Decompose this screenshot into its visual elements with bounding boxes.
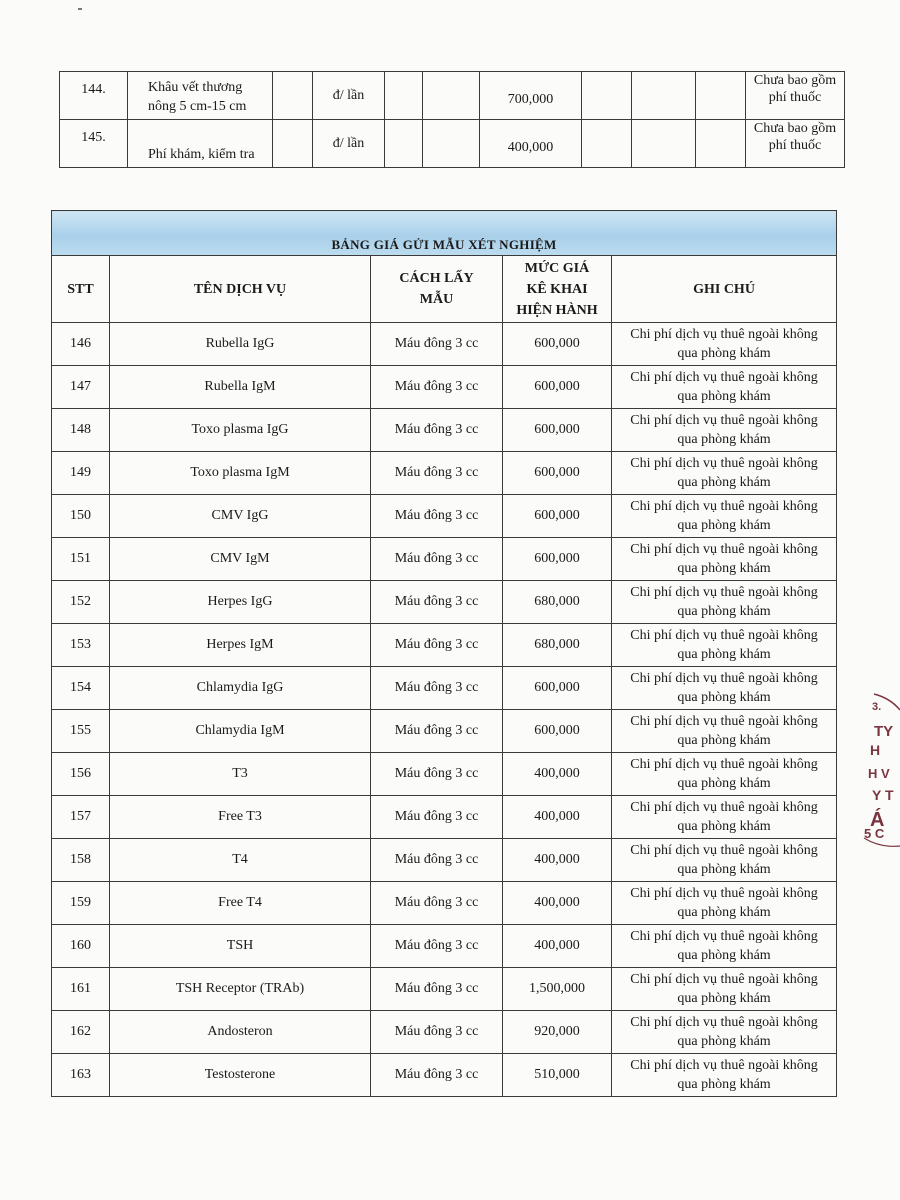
text-line: Chi phí dịch vụ thuê ngoài không [630,800,818,815]
text-line: qua phòng khám [677,819,771,834]
row-service [128,72,273,120]
table-header-row [52,256,837,323]
table-row [52,753,837,796]
row-stt: 156 [52,753,110,796]
row-stt: 158 [52,839,110,882]
row-stt: 148 [52,409,110,452]
blank-cell [582,72,632,120]
row-note [612,624,837,667]
text-line: qua phòng khám [677,647,771,662]
official-stamp-fragment [860,688,900,878]
row-service: TSH Receptor (TRAb) [110,968,371,1011]
table-row [52,624,837,667]
text-line: Chưa bao gồm [753,121,837,136]
table-row [52,366,837,409]
row-price: 700,000 [480,72,582,120]
blank-cell [696,120,746,168]
stamp-text: 3. [872,701,882,713]
text-line: Chưa bao gồm [753,73,837,88]
stamp-text: TY [874,723,894,740]
row-service: Toxo plasma IgG [110,409,371,452]
table-row [52,710,837,753]
table-row [52,581,837,624]
row-stt: 147 [52,366,110,409]
row-service: Chlamydia IgG [110,667,371,710]
row-stt: 149 [52,452,110,495]
row-price: 600,000 [503,323,612,366]
text-line: qua phòng khám [677,776,771,791]
row-stt: 161 [52,968,110,1011]
text-line: qua phòng khám [677,346,771,361]
row-service: CMV IgG [110,495,371,538]
text-line: phí thuốc [768,90,822,105]
text-line: Chi phí dịch vụ thuê ngoài không [630,886,818,901]
row-note [612,710,837,753]
row-note [612,1011,837,1054]
row-price: 600,000 [503,538,612,581]
header-sample [371,256,503,323]
row-note [746,120,845,168]
text-line: Chi phí dịch vụ thuê ngoài không [630,370,818,385]
row-stt: 144. [60,72,128,120]
table-row [52,409,837,452]
row-stt: 150 [52,495,110,538]
row-stt: 160 [52,925,110,968]
row-stt: 163 [52,1054,110,1097]
row-service: Chlamydia IgM [110,710,371,753]
text-line: Chi phí dịch vụ thuê ngoài không [630,585,818,600]
row-price: 680,000 [503,581,612,624]
row-note [612,753,837,796]
row-service: Herpes IgG [110,581,371,624]
text-line: qua phòng khám [677,1034,771,1049]
fee-row [60,120,845,168]
row-service: Andosteron [110,1011,371,1054]
row-price: 600,000 [503,409,612,452]
row-note [746,72,845,120]
text-line: qua phòng khám [677,948,771,963]
row-note [612,882,837,925]
table-row [52,538,837,581]
row-price: 600,000 [503,452,612,495]
row-sample: Máu đông 3 cc [371,409,503,452]
row-sample: Máu đông 3 cc [371,925,503,968]
blank-cell [632,120,696,168]
text-line: qua phòng khám [677,561,771,576]
row-stt: 146 [52,323,110,366]
row-sample: Máu đông 3 cc [371,753,503,796]
text-line: Chi phí dịch vụ thuê ngoài không [630,542,818,557]
row-sample: Máu đông 3 cc [371,968,503,1011]
row-note [612,796,837,839]
row-price: 920,000 [503,1011,612,1054]
text-line: qua phòng khám [677,604,771,619]
row-service: T4 [110,839,371,882]
header-sample-line: MẪU [419,292,454,307]
stamp-text: Á [870,809,885,831]
scan-mark [78,8,82,10]
header-price [503,256,612,323]
row-note [612,538,837,581]
row-price: 400,000 [503,882,612,925]
row-sample: Máu đông 3 cc [371,1011,503,1054]
row-price: 1,500,000 [503,968,612,1011]
text-line: Chi phí dịch vụ thuê ngoài không [630,413,818,428]
blank-cell [696,72,746,120]
row-price: 600,000 [503,667,612,710]
table-row [52,495,837,538]
blank-cell [385,120,423,168]
lab-price-table [51,210,837,1097]
blank-cell [423,72,480,120]
header-price-line: MỨC GIÁ [524,260,590,276]
row-note [612,366,837,409]
row-sample: Máu đông 3 cc [371,882,503,925]
row-stt: 162 [52,1011,110,1054]
stamp-text: Y T [872,787,894,803]
row-service: TSH [110,925,371,968]
text-line: Chi phí dịch vụ thuê ngoài không [630,929,818,944]
table-row [52,925,837,968]
row-note [612,839,837,882]
blank-cell [385,72,423,120]
header-price-line: HIỆN HÀNH [516,302,598,318]
row-note [612,1054,837,1097]
header-stt: STT [52,256,110,323]
row-sample: Máu đông 3 cc [371,624,503,667]
table-row [52,839,837,882]
blank-cell [632,72,696,120]
row-sample: Máu đông 3 cc [371,495,503,538]
row-sample: Máu đông 3 cc [371,452,503,495]
row-stt: 159 [52,882,110,925]
text-line: qua phòng khám [677,905,771,920]
table-row [52,323,837,366]
row-price: 400,000 [503,925,612,968]
text-line: qua phòng khám [677,733,771,748]
row-note [612,581,837,624]
blank-cell [273,72,313,120]
row-sample: Máu đông 3 cc [371,710,503,753]
header-note: GHI CHÚ [612,256,837,323]
text-line: Chi phí dịch vụ thuê ngoài không [630,628,818,643]
row-note [612,323,837,366]
row-price: 400,000 [503,753,612,796]
stamp-text: 5 C [864,826,885,841]
row-note [612,968,837,1011]
row-note [612,667,837,710]
row-service: Free T3 [110,796,371,839]
row-note [612,409,837,452]
table-row [52,1011,837,1054]
row-sample: Máu đông 3 cc [371,839,503,882]
table-row [52,882,837,925]
blank-cell [423,120,480,168]
fee-row [60,72,845,120]
row-service: Herpes IgM [110,624,371,667]
text-line: Chi phí dịch vụ thuê ngoài không [630,757,818,772]
fee-table-continued [59,71,845,168]
row-sample: Máu đông 3 cc [371,796,503,839]
row-stt: 154 [52,667,110,710]
text-line: qua phòng khám [677,690,771,705]
row-unit: đ/ lần [313,72,385,120]
row-stt: 151 [52,538,110,581]
row-sample: Máu đông 3 cc [371,538,503,581]
text-line: Chi phí dịch vụ thuê ngoài không [630,327,818,342]
text-line: Chi phí dịch vụ thuê ngoài không [630,1015,818,1030]
row-unit: đ/ lần [313,120,385,168]
row-price: 600,000 [503,495,612,538]
row-note [612,495,837,538]
header-sample-line: CÁCH LẤY [399,271,474,286]
text-line: nông 5 cm-15 cm [148,99,247,114]
row-price: 600,000 [503,710,612,753]
table-row [52,667,837,710]
row-price: 400,000 [480,120,582,168]
text-line: qua phòng khám [677,862,771,877]
row-price: 600,000 [503,366,612,409]
row-service: Free T4 [110,882,371,925]
text-line: qua phòng khám [677,475,771,490]
row-sample: Máu đông 3 cc [371,581,503,624]
row-price: 400,000 [503,796,612,839]
table-row [52,452,837,495]
table-title: BẢNG GIÁ GỬI MẪU XÉT NGHIỆM [331,237,557,252]
row-price: 400,000 [503,839,612,882]
text-line: Chi phí dịch vụ thuê ngoài không [630,714,818,729]
row-stt: 152 [52,581,110,624]
row-stt: 153 [52,624,110,667]
text-line: Khâu vết thương [148,80,243,95]
row-price: 510,000 [503,1054,612,1097]
row-note [612,452,837,495]
text-line: qua phòng khám [677,432,771,447]
text-line: Chi phí dịch vụ thuê ngoài không [630,843,818,858]
row-service: Testosterone [110,1054,371,1097]
blank-cell [582,120,632,168]
row-stt: 155 [52,710,110,753]
header-price-line: KÊ KHAI [526,281,588,297]
text-line: Chi phí dịch vụ thuê ngoài không [630,972,818,987]
table-row [52,1054,837,1097]
row-service: T3 [110,753,371,796]
row-price: 680,000 [503,624,612,667]
table-row [52,968,837,1011]
row-note [612,925,837,968]
text-line: Phí khám, kiểm tra [148,147,255,162]
table-row [52,796,837,839]
text-line: Chi phí dịch vụ thuê ngoài không [630,671,818,686]
stamp-text: H [870,742,881,758]
row-sample: Máu đông 3 cc [371,1054,503,1097]
row-service: CMV IgM [110,538,371,581]
row-sample: Máu đông 3 cc [371,366,503,409]
row-service: Rubella IgM [110,366,371,409]
row-stt: 157 [52,796,110,839]
row-sample: Máu đông 3 cc [371,323,503,366]
stamp-text: H V [868,766,890,781]
row-service: Rubella IgG [110,323,371,366]
text-line: qua phòng khám [677,1077,771,1092]
text-line: Chi phí dịch vụ thuê ngoài không [630,1058,818,1073]
row-stt: 145. [60,120,128,168]
text-line: Chi phí dịch vụ thuê ngoài không [630,456,818,471]
text-line: qua phòng khám [677,518,771,533]
header-service: TÊN DỊCH VỤ [110,256,371,323]
row-service [128,120,273,168]
text-line: Chi phí dịch vụ thuê ngoài không [630,499,818,514]
text-line: qua phòng khám [677,991,771,1006]
row-sample: Máu đông 3 cc [371,667,503,710]
table-title-banner [52,211,837,256]
blank-cell [273,120,313,168]
text-line: phí thuốc [768,138,822,153]
row-service: Toxo plasma IgM [110,452,371,495]
text-line: qua phòng khám [677,389,771,404]
